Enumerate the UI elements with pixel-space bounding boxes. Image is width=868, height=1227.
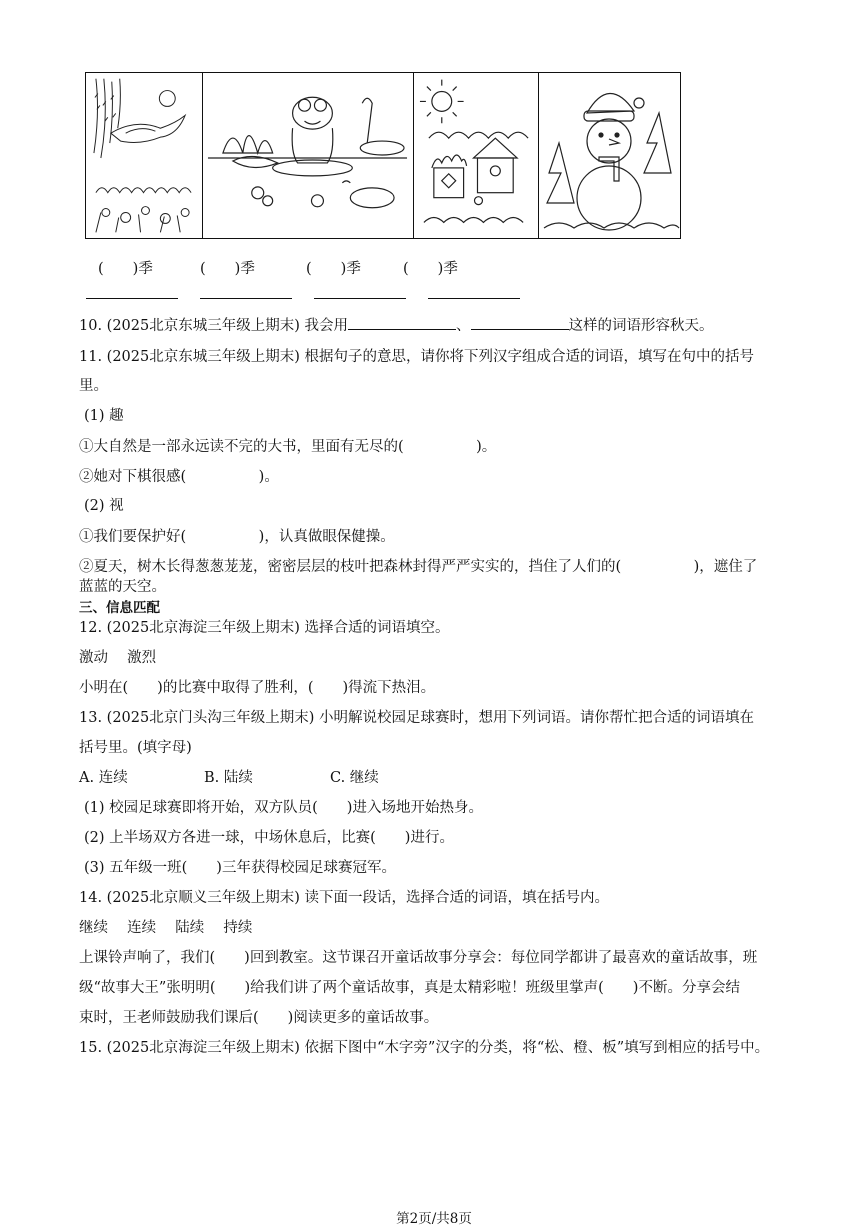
question-text: 根据句子的意思，请你将下列汉字组成合适的词语，填写在句中的括号 bbox=[304, 349, 754, 365]
sentence: ②她对下棋很感( )。 bbox=[79, 469, 279, 485]
blank-line-1[interactable] bbox=[348, 315, 456, 330]
question-text: 选择合适的词语填空。 bbox=[304, 620, 450, 636]
question-text-end: 这样的词语形容秋天。 bbox=[568, 318, 714, 334]
question-source: (2025北京顺义三年级上期末) bbox=[106, 890, 300, 906]
separator: 、 bbox=[456, 318, 471, 334]
autumn-picture bbox=[414, 73, 539, 238]
sentence: ②夏天，树木长得葱葱茏茏，密密层层的枝叶把森林封得严严实实的，挡住了人们的( )，遮住了 bbox=[79, 559, 758, 575]
question-source: (2025北京海淀三年级上期末) bbox=[106, 620, 300, 636]
word-options: 激动 激烈 bbox=[79, 650, 157, 666]
seasons-picture-strip bbox=[85, 72, 681, 239]
paragraph-line: 束时，王老师鼓励我们课后( )阅读更多的童话故事。 bbox=[79, 1010, 439, 1026]
lotus-frog-illustration bbox=[203, 73, 413, 238]
question-13-cont: 括号里。(填字母) bbox=[79, 740, 192, 756]
question-number: 15. bbox=[79, 1040, 103, 1056]
question-source: (2025北京东城三年级上期末) bbox=[106, 349, 300, 365]
answer-line-4[interactable] bbox=[428, 298, 520, 299]
sentence: (3) 五年级一班( )三年获得校园足球赛冠军。 bbox=[84, 860, 396, 876]
option-a: A. 连续 bbox=[79, 770, 128, 786]
spring-picture bbox=[86, 73, 203, 238]
option-c: C. 继续 bbox=[330, 770, 379, 786]
season-slot-4[interactable]: ( )季 bbox=[403, 261, 458, 277]
answer-line-2[interactable] bbox=[200, 298, 292, 299]
question-text: 依据下图中“木字旁”汉字的分类，将“松、橙、板”填写到相应的括号中。 bbox=[304, 1040, 770, 1056]
season-slot-2[interactable]: ( )季 bbox=[200, 261, 255, 277]
question-13 bbox=[79, 706, 754, 727]
question-11 bbox=[79, 345, 754, 366]
blank-line-2[interactable] bbox=[471, 315, 569, 330]
season-slot-3[interactable]: ( )季 bbox=[306, 261, 361, 277]
question-number: 14. bbox=[79, 890, 103, 906]
paragraph-line: 上课铃声响了，我们( )回到教室。这节课召开童话故事分享会：每位同学都讲了最喜欢的童话故事，班 bbox=[79, 950, 758, 966]
section-heading: 三、信息匹配 bbox=[79, 600, 160, 616]
winter-picture bbox=[539, 73, 680, 238]
season-slot-1[interactable]: ( )季 bbox=[98, 261, 153, 277]
question-source: (2025北京东城三年级上期末) bbox=[106, 318, 300, 334]
question-number: 10. bbox=[79, 318, 103, 334]
question-10 bbox=[79, 314, 714, 335]
question-text: 读下面一段话，选择合适的词语，填在括号内。 bbox=[304, 890, 609, 906]
question-source: (2025北京门头沟三年级上期末) bbox=[106, 710, 315, 726]
paragraph-line: 级“故事大王”张明明( )给我们讲了两个童话故事，真是太精彩啦！班级里掌声( )不断。分享会结 bbox=[79, 980, 740, 996]
question-source: (2025北京海淀三年级上期末) bbox=[106, 1040, 300, 1056]
sentence: 小明在( )的比赛中取得了胜利，( )得流下热泪。 bbox=[79, 680, 436, 696]
question-15 bbox=[79, 1036, 769, 1057]
part-1-label: (1) 趣 bbox=[84, 408, 124, 424]
sentence: ①大自然是一部永远读不完的大书，里面有无尽的( )。 bbox=[79, 439, 497, 455]
harvest-illustration bbox=[414, 73, 538, 238]
question-14 bbox=[79, 886, 609, 907]
sentence: (1) 校园足球赛即将开始，双方队员( )进入场地开始热身。 bbox=[84, 800, 483, 816]
answer-line-3[interactable] bbox=[314, 298, 406, 299]
sentence: (2) 上半场双方各进一球，中场休息后，比赛( )进行。 bbox=[84, 830, 454, 846]
willow-swallow-illustration bbox=[86, 73, 202, 238]
snowman-illustration bbox=[539, 73, 680, 238]
question-11-cont: 里。 bbox=[79, 378, 108, 394]
sentence-cont: 蓝蓝的天空。 bbox=[79, 579, 166, 595]
answer-line-1[interactable] bbox=[86, 298, 178, 299]
part-2-label: (2) 视 bbox=[84, 498, 124, 514]
question-number: 13. bbox=[79, 710, 103, 726]
page-footer: 第2页/共8页 bbox=[396, 1211, 472, 1227]
question-12 bbox=[79, 616, 450, 637]
summer-picture bbox=[203, 73, 414, 238]
question-text: 小明解说校园足球赛时，想用下列词语。请你帮忙把合适的词语填在 bbox=[319, 710, 754, 726]
question-text: 我会用 bbox=[304, 318, 348, 334]
sentence: ①我们要保护好( )，认真做眼保健操。 bbox=[79, 529, 395, 545]
question-number: 12. bbox=[79, 620, 103, 636]
word-options: 继续 连续 陆续 持续 bbox=[79, 920, 253, 936]
option-b: B. 陆续 bbox=[204, 770, 253, 786]
question-number: 11. bbox=[79, 349, 103, 365]
